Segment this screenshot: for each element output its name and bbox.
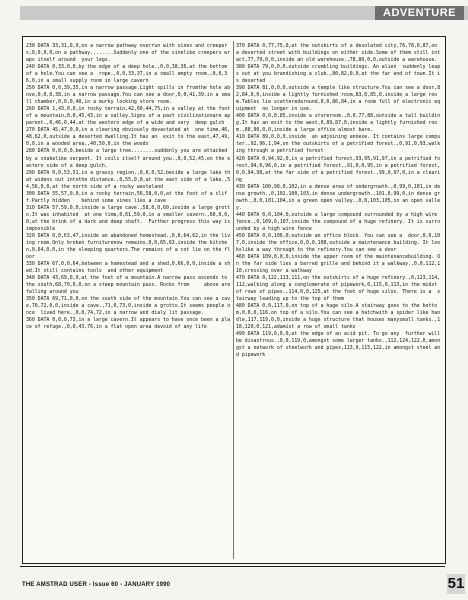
listing-column-right: 370 DATA 0,77,75,0,at the outskirts of a desolated city,76,78,0,87,on a deserted street with buildings on either side.Some of them still intact,77,79,0,0,inside an old warehouse.,78,80,0,0,outside a warehouse. 380 DATA 79,0,0,0,outside crumbling buildings. An alien suddenly leaps out at you brandishing a club.,80,82,0,0,at the far end of town.It is deserted 390 DATA 81,0,0,0,outside a temple like structure.You can see a door,82,84,0,0,inside a lightly furnished room,83,0,85,0,inside a large room.Tables lie scatteredaround,0,0,86,84,in a room full of electronic equipment no longer in use. 400 DATA 0,0,0,85,inside a storeroom.,0,0,77,88,outside a tall building.It has an exit to the west,0,89,87,0,inside a lightly furnished room.,88,90,0,0,inside a large office almost bare. 410 DATA 89,0,0,0,inside an adjoining annexe. It contains large computer.,92,96,1,94,on the outskirts of a petrified forest.,0,91,0,93,walking through a petrified forest 420 DATA 0,94,92,0,in a petrified forest,93,95,91,97,in a petrified forest,94,0,96,0,in a petrified forest.,91,0,0,95,in a petrified forest,0,0,94,98,at the far side of a petrified forest.,99,0,97,0,in a clearing 430 DATA 100,98,0,102,in a dense area of undergrowth.,0,99,0,101,in dense growth.,0,102,100,103,in dense undergrowth.,101,0,99,0,in dense growth.,0,0,101,104,in a green open valley.,0,0,103,105,in an open valley. 440 DATA 0,0,104,0,outside a large compound surrounded by a high wire fence.,0,109,0,107,inside the compound of a huge refinery. It is surrounded by a high wire fence 450 DATA 0,0,106,0,outside an office block. You can see a door,0,0,107,0,inside the office,0,0,0,108,outside a maintenance building. It lookslike a way through to the refinery.You can see a door 460 DATA 109,0,0,0,inside the upper room of the maintenancebuilding. On the far side lies a barred grille and behind it a walkway.,0,0,112,110,crossing over a walkway 470 DATA 0,122,113,111,on the outskirts of a huge refinery.,0,123,114,112,walking along a conglomerate of pipework,0,115,0,113,in the midst of rows of pipes.,114,0,0,125,at the foot of huge silos. There is a stairway leading up to the top of them 480 DATA 0,0,117,0,on top of a huge silo.A stairway goes to the bottom,0,0,0,116,on top of a silo.You can see a hatchwith a spider like handle,117,119,0,0,inside a huge structure that houses manysmall tanks.,118,120,0,121,adamist a row of small tanks 490 DATA 119,0,0,0,at the edge of an acid pit. To go any further will be disastrous.,0,0,119,0,amongst some larger tanks.,112,124,122,0,amongst a network of steelwork and pipes,113,0,115,122,in amongst steel and pipework	[236, 43, 441, 359]
program-listing	[22, 36, 446, 564]
column-divider	[233, 41, 234, 559]
page-number: 51	[447, 575, 465, 592]
section-title: ADVENTURE	[375, 6, 464, 20]
listing-column-left: 230 DATA 33,31,0,0,on a narrow pathway overrun with vines and creepers,0,0,0,0,on a pathway........Suddenly one of the vinelike creepers wraps itself around your legs. 240 DATA 0,33,0,0,by the edge of a deep hole.,0,0,38,36,at the bottom of a hole.You can see a rope.,0,0,33,37,in a small empty room.,0,0,36,0,in a small supply room in large cavern 250 DATA 0,0,39,35,in a narrow passage.Light spills in fromthe hole above,0,0,0,38,in a narrow passage.You can see a door,0,0,41,39,in a small chamber,0,0,0,40,in a murky locking store room. 260 DATA 1,43,0,0,in rocky terrain,42,60,44,75,in a valley at the foot of a mountain,0,0,45,43,in a valley.Signs of a past civilizationare apparent.,0,46,0,44,at the western edge of a wide and very deep gulch 270 DATA 45,47,0,0,in a clearing obviously devastated at one time,46,48,62,0,outside a deserted dwelling.It has an exit to the east,47,49,0,0,in a wooded area.,40,50,0,in the woods 280 DATA 0,0,0,0,beside a large tree........suddenly you are attacked by a snakelike serpent. It coils itself around you.,0,0,52,45,on the eastern side of a deep gulch. 290 DATA 0,0,53,51,in a grassy region.,0,0,0,52,beside a large lake that widens out intothe distance.,0,55,0,0,at the east side of a lake.,54,56,0,0,at the north side of a rocky wasteland 300 DATA 55,57,0,0,in a rocky terrain,56,58,0,0,at the foot of a cliff.Partly hidden behind some vines lies a cave 310 DATA 57,59,0,0,inside a large cave.,58,0,0,60,inside a large grotto.It was inhabited at one time,0,61,59,0,in a smaller cavern.,60,0,0,0,at the brink of a dark and deep shaft. Further progress this way is impossible 320 DATA 0,0,63,47,inside an abandoned homestead.,0,0,64,62,in the living room.Only broken furniturenow remains,0,0,65,63,inside the kitchen,0,64,0,0,in the sleeping quarters.The remains of a cot lie on the floor 330 DATA 67,0,0,64,between a homestead and a shed,0,66,0,0,inside a shed.It still contains tools and other equipment 340 DATA 43,69,0,0,at the foot of a mountain.A narrow pass ascends to the south,68,70,0,0,on a steep mountain pass. Rocks from above are falling around you 350 DATA 69,71,0,0,on the south side of the mountain.You can see a cave,70,72,0,0,inside a cave.,71,0,73,0,inside a grotto.It seems people once lived here.,0,0,74,72,in a narrow and dialy lit passage. 360 DATA 0,0,0,73,in a large cavern.It appears to have once been a place of refuge.,0,0,43,76,in a flat open area devoid of any life	[26, 43, 231, 331]
footer-issue-line: THE AMSTRAD USER - Issue 60 - JANUARY 1990	[22, 582, 171, 588]
footer-rule	[20, 566, 445, 567]
